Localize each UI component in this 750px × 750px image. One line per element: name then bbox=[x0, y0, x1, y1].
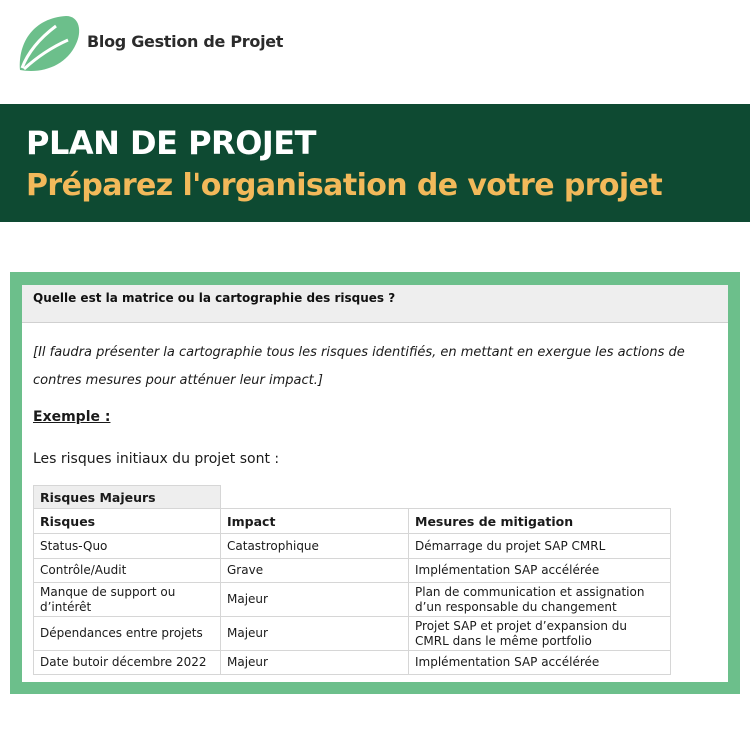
header-risques: Risques bbox=[34, 509, 221, 534]
table-row bbox=[34, 534, 671, 559]
example-label: Exemple : bbox=[33, 409, 111, 425]
document-card bbox=[22, 285, 728, 682]
header-impact: Impact bbox=[221, 509, 409, 534]
impact-cell: Majeur bbox=[221, 583, 409, 617]
impact-cell: Catastrophique bbox=[221, 534, 409, 559]
risk-cell: Date butoir décembre 2022 bbox=[34, 651, 221, 675]
intro-text: Les risques initiaux du projet sont : bbox=[33, 451, 280, 467]
mitigation-cell: Implémentation SAP accélérée bbox=[409, 651, 671, 675]
risk-cell: Status-Quo bbox=[34, 534, 221, 559]
banner-title: PLAN DE PROJET bbox=[26, 124, 316, 162]
question-bar bbox=[22, 285, 728, 323]
table-caption: Risques Majeurs bbox=[34, 486, 221, 509]
table-row bbox=[34, 559, 671, 583]
impact-cell: Majeur bbox=[221, 617, 409, 651]
risk-cell: Manque de support ou d’intérêt bbox=[34, 583, 221, 617]
instruction-note: [Il faudra présenter la cartographie tous les risques identifiés, en mettant en exergue les actions de contres mesures pour atténuer leur impact.] bbox=[33, 345, 685, 388]
question-heading: Quelle est la matrice ou la cartographie des risques ? bbox=[33, 291, 396, 305]
mitigation-cell: Plan de communication et assignation d’un responsable du changement bbox=[409, 583, 671, 617]
risk-cell: Dépendances entre projets bbox=[34, 617, 221, 651]
table-row bbox=[34, 583, 671, 617]
table-row bbox=[34, 651, 671, 675]
leaf-logo-icon bbox=[16, 12, 82, 74]
banner-subtitle: Préparez l'organisation de votre projet bbox=[26, 168, 663, 203]
impact-cell: Grave bbox=[221, 559, 409, 583]
impact-cell: Majeur bbox=[221, 651, 409, 675]
header-mitigation: Mesures de mitigation bbox=[409, 509, 671, 534]
mitigation-cell: Implémentation SAP accélérée bbox=[409, 559, 671, 583]
table-caption-row bbox=[34, 486, 671, 509]
risk-table bbox=[33, 485, 671, 675]
table-row bbox=[34, 617, 671, 651]
site-header bbox=[0, 0, 750, 100]
mitigation-cell: Démarrage du projet SAP CMRL bbox=[409, 534, 671, 559]
mitigation-cell: Projet SAP et projet d’expansion du CMRL dans le même portfolio bbox=[409, 617, 671, 651]
brand-name[interactable]: Blog Gestion de Projet bbox=[87, 32, 284, 51]
title-banner bbox=[0, 104, 750, 222]
table-header-row bbox=[34, 509, 671, 534]
risk-cell: Contrôle/Audit bbox=[34, 559, 221, 583]
